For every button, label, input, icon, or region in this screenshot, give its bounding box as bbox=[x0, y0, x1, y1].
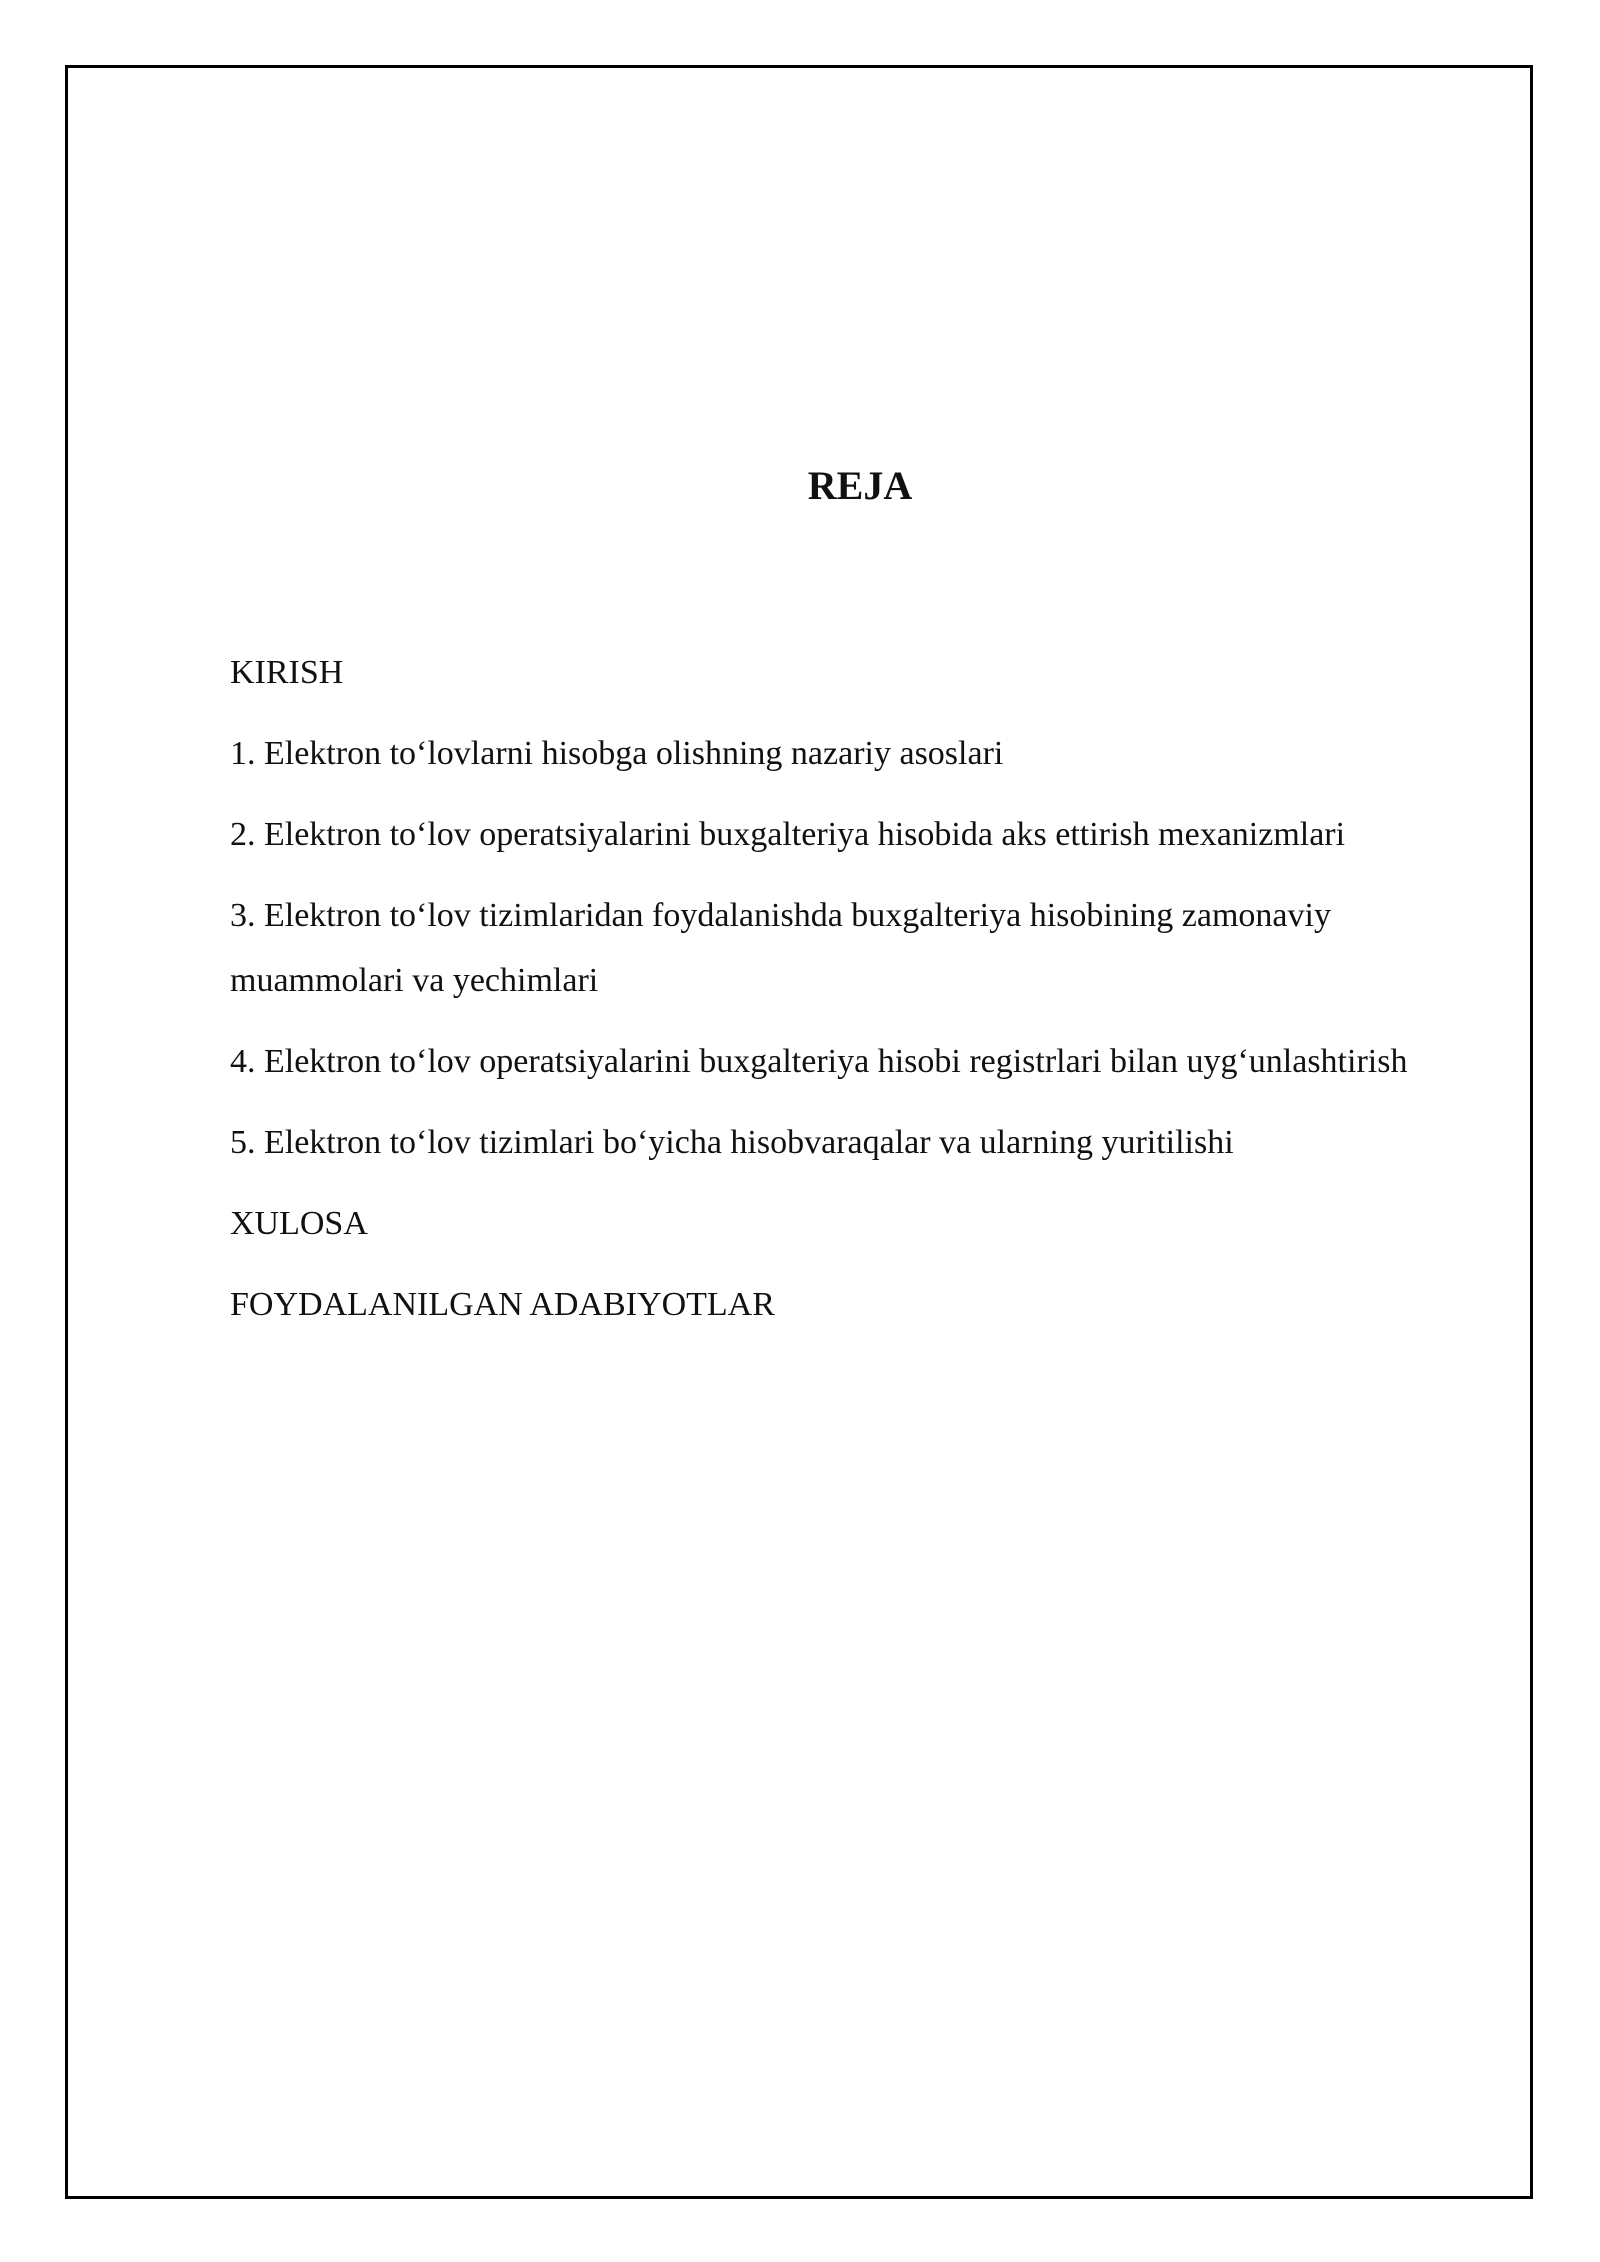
plan-item-4: 4. Elektron to‘lov operatsiyalarini buxgalteriya hisobi registrlari bilan uyg‘unlashtirish bbox=[230, 1043, 1408, 1080]
page-title: REJA bbox=[807, 463, 913, 508]
plan-item-xulosa: XULOSA bbox=[230, 1205, 368, 1242]
plan-item-2: 2. Elektron to‘lov operatsiyalarini buxgalteriya hisobida aks ettirish mexanizmlari bbox=[230, 816, 1346, 853]
plan-list bbox=[230, 640, 1470, 1353]
plan-item-5: 5. Elektron to‘lov tizimlari bo‘yicha hisobvaraqalar va ularning yuritilishi bbox=[230, 1124, 1234, 1161]
plan-item-kirish: KIRISH bbox=[230, 654, 344, 691]
plan-item-3: 3. Elektron to‘lov tizimlaridan foydalanishda buxgalteriya hisobining zamonaviy muammolari va yechimlari bbox=[230, 897, 1331, 999]
plan-item-1: 1. Elektron to‘lovlarni hisobga olishning nazariy asoslari bbox=[230, 735, 1004, 772]
plan-item-adabiyotlar: FOYDALANILGAN ADABIYOTLAR bbox=[230, 1286, 775, 1323]
